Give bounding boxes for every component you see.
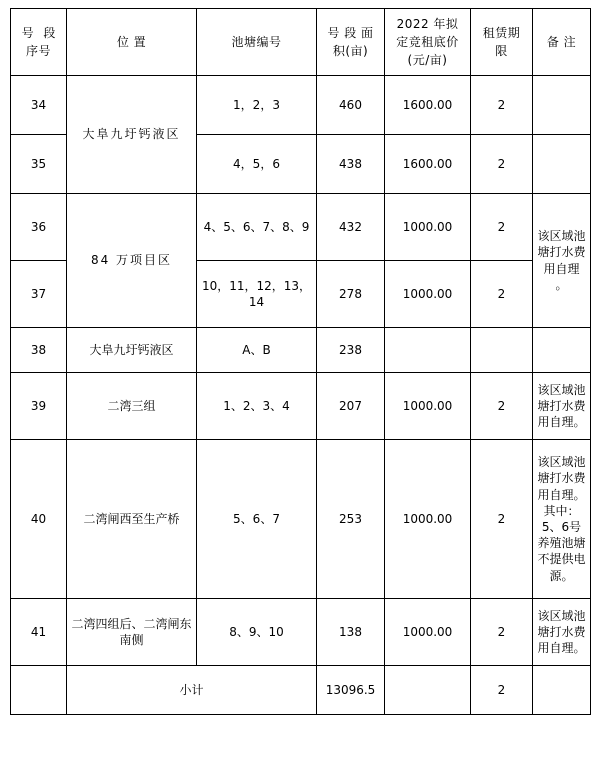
table-body (11, 76, 591, 715)
table-row (11, 440, 591, 599)
header-term (471, 9, 533, 76)
cell-price (385, 328, 471, 373)
cell-sequence: 40 (11, 440, 67, 599)
cell-sequence: 34 (11, 76, 67, 135)
cell-area: 278 (317, 261, 385, 328)
cell-term: 2 (471, 76, 533, 135)
table-header (11, 9, 591, 76)
summary-area: 13096.5 (317, 666, 385, 715)
cell-area: 238 (317, 328, 385, 373)
summary-empty-sequence (11, 666, 67, 715)
cell-pond-no: 4、5、6、7、8、9 (197, 194, 317, 261)
note-line-secondary: 其中：5、6号养殖池塘不提供电源。 (537, 503, 586, 583)
header-term-line2: 限 (495, 44, 508, 58)
cell-price: 1000.00 (385, 261, 471, 328)
cell-price: 1000.00 (385, 599, 471, 666)
cell-pond-no: 1，2，3 (197, 76, 317, 135)
cell-location: 84 万项目区 (67, 194, 197, 328)
summary-note (533, 666, 591, 715)
header-price (385, 9, 471, 76)
cell-location: 大阜九圩钙液区 (67, 76, 197, 194)
table-summary-row (11, 666, 591, 715)
cell-note (533, 76, 591, 135)
header-price-line1: 2022 年拟 (396, 17, 459, 31)
table-row (11, 599, 591, 666)
header-sequence-line2: 序号 (25, 44, 51, 58)
summary-term: 2 (471, 666, 533, 715)
table-row (11, 76, 591, 135)
cell-area: 253 (317, 440, 385, 599)
cell-price: 1600.00 (385, 76, 471, 135)
table-row (11, 373, 591, 440)
header-pond-no: 池塘编号 (197, 9, 317, 76)
cell-price: 1600.00 (385, 135, 471, 194)
header-sequence-line1: 号 段 (21, 26, 59, 40)
cell-pond-no: 10，11，12，13，14 (197, 261, 317, 328)
cell-note (533, 328, 591, 373)
cell-note (533, 135, 591, 194)
cell-term (471, 328, 533, 373)
summary-label: 小计 (67, 666, 317, 715)
cell-pond-no: A、B (197, 328, 317, 373)
cell-term: 2 (471, 373, 533, 440)
cell-location: 二湾三组 (67, 373, 197, 440)
lease-price-table (10, 8, 591, 715)
header-area-line1: 号 段 面 (327, 26, 374, 40)
cell-area: 438 (317, 135, 385, 194)
header-price-line3: (元/亩) (407, 53, 448, 67)
cell-sequence: 36 (11, 194, 67, 261)
cell-area: 432 (317, 194, 385, 261)
cell-note: 该区域池塘打水费用自理。 (533, 373, 591, 440)
cell-pond-no: 4，5，6 (197, 135, 317, 194)
cell-price: 1000.00 (385, 440, 471, 599)
cell-sequence: 35 (11, 135, 67, 194)
cell-sequence: 41 (11, 599, 67, 666)
cell-location: 二湾四组后、二湾闸东南侧 (67, 599, 197, 666)
cell-note: 该区域池塘打水费用自理。 (533, 599, 591, 666)
cell-price: 1000.00 (385, 194, 471, 261)
summary-price (385, 666, 471, 715)
note-line-primary: 该区域池塘打水费用自理。 (537, 455, 586, 502)
cell-pond-no: 5、6、7 (197, 440, 317, 599)
cell-location: 大阜九圩钙液区 (67, 328, 197, 373)
cell-pond-no: 1、2、3、4 (197, 373, 317, 440)
header-location: 位 置 (67, 9, 197, 76)
header-area (317, 9, 385, 76)
header-term-line1: 租赁期 (482, 26, 521, 40)
cell-sequence: 39 (11, 373, 67, 440)
table-row (11, 328, 591, 373)
cell-term: 2 (471, 440, 533, 599)
cell-note: 该区域池塘打水费用自理 。 (533, 194, 591, 328)
header-area-line2: 积(亩) (332, 44, 369, 58)
header-price-line2: 定竞租底价 (396, 35, 459, 49)
cell-area: 460 (317, 76, 385, 135)
table-row (11, 194, 591, 261)
cell-location: 二湾闸西至生产桥 (67, 440, 197, 599)
cell-sequence: 38 (11, 328, 67, 373)
cell-term: 2 (471, 135, 533, 194)
cell-area: 207 (317, 373, 385, 440)
cell-term: 2 (471, 261, 533, 328)
cell-term: 2 (471, 599, 533, 666)
header-row (11, 9, 591, 76)
cell-sequence: 37 (11, 261, 67, 328)
header-sequence (11, 9, 67, 76)
cell-price: 1000.00 (385, 373, 471, 440)
cell-note (533, 440, 591, 599)
cell-area: 138 (317, 599, 385, 666)
cell-pond-no: 8、9、10 (197, 599, 317, 666)
header-note: 备 注 (533, 9, 591, 76)
cell-term: 2 (471, 194, 533, 261)
